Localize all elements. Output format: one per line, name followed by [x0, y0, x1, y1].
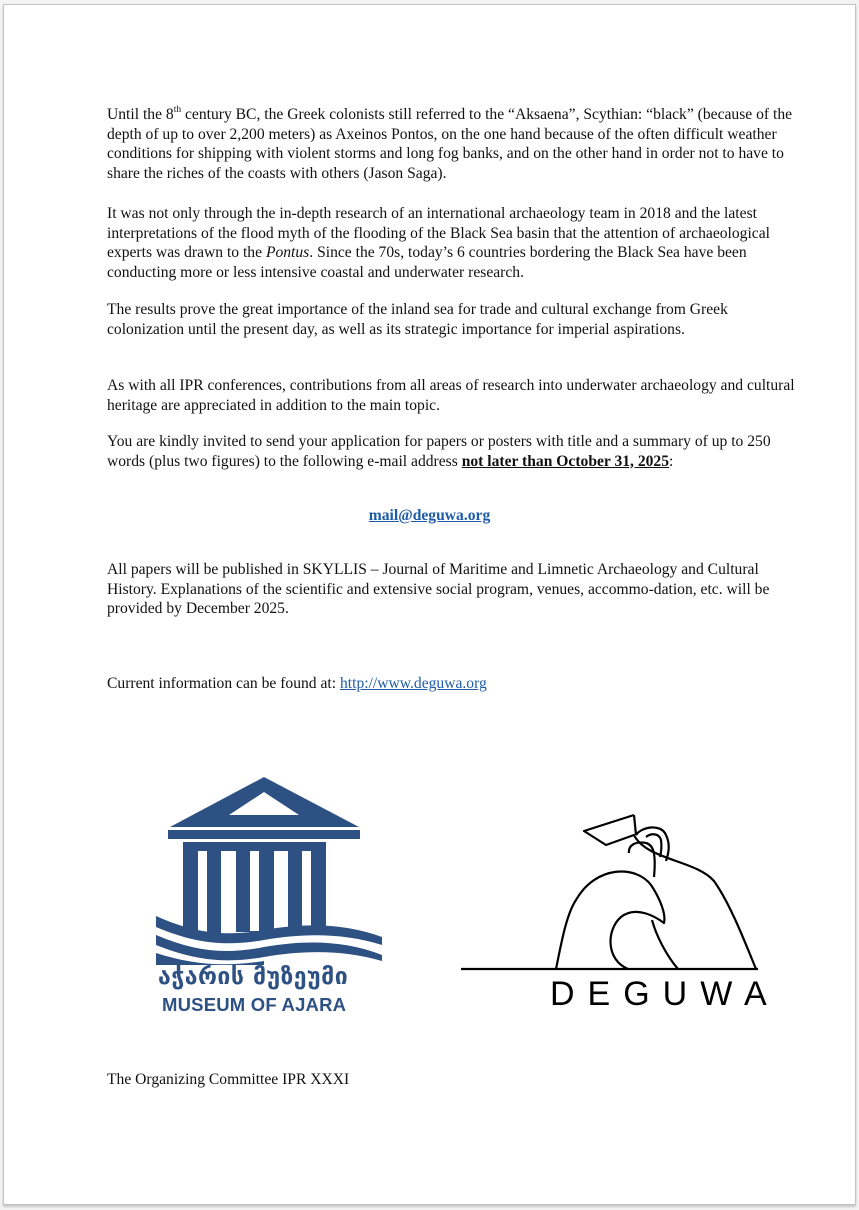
paragraph-history: Until the 8th century BC, the Greek colonists still referred to the “Aksaena”, Scythian: “black” (because of the depth of up to over 2,200 meters) as Axeinos Pontos, on the one hand because of the often difficult weather conditions for shipping with violent storms and long fog banks, and on the other hand in order not to have to share the riches of the coasts with others (Jason Saga). — [107, 104, 793, 182]
deguwa-logo — [456, 805, 780, 1015]
email-container — [4, 507, 855, 525]
signature: The Organizing Committee IPR XXXI — [107, 1071, 350, 1088]
museum-english-name: MUSEUM OF AJARA — [162, 994, 347, 1015]
paragraph-contributions: As with all IPR conferences, contributions from all areas of research into underwater archaeology and cultural heritage are appreciated in addition to the main topic. — [107, 377, 795, 414]
deadline-text: not later than October 31, 2025 — [461, 452, 670, 470]
paragraph-research: It was not only through the in-depth research of an international archaeology team in 2018 and the latest interpretations of the flood myth of the flooding of the Black Sea basin that the attention of archaeological experts was drawn to the Pontus. Since the 70s, today’s 6 countries bordering the Black Sea have been conducting more or less intensive coastal and underwater research. — [107, 205, 770, 281]
paragraph-invitation: You are kindly invited to send your application for papers or posters with title and a summary of up to 250 words (plus two figures) to the following e-mail address not later than October 31, 2025: — [107, 433, 771, 470]
email-link[interactable]: mail@deguwa.org — [368, 507, 491, 524]
museum-of-ajara-logo — [154, 775, 394, 1020]
amphora-icon — [456, 805, 766, 975]
paragraph-results: The results prove the great importance of the inland sea for trade and cultural exchange from Greek colonization until the present day, as well as its strategic importance for imperial aspirations. — [107, 301, 728, 338]
museum-georgian-name: აჭარის მუზეუმი — [158, 964, 349, 990]
paragraph-info: Current information can be found at: http://www.deguwa.org — [107, 675, 487, 692]
paragraph-publication: All papers will be published in SKYLLIS – Journal of Maritime and Limnetic Archaeology and Cultural History. Explanations of the scientific and extensive social program, venues, accommo-dation, etc. will be provided by December 2025. — [107, 561, 770, 617]
document-page — [3, 4, 856, 1205]
museum-temple-icon — [154, 775, 394, 965]
website-link[interactable]: http://www.deguwa.org — [339, 675, 487, 692]
deguwa-wordmark: DEGUWA — [550, 975, 780, 1013]
